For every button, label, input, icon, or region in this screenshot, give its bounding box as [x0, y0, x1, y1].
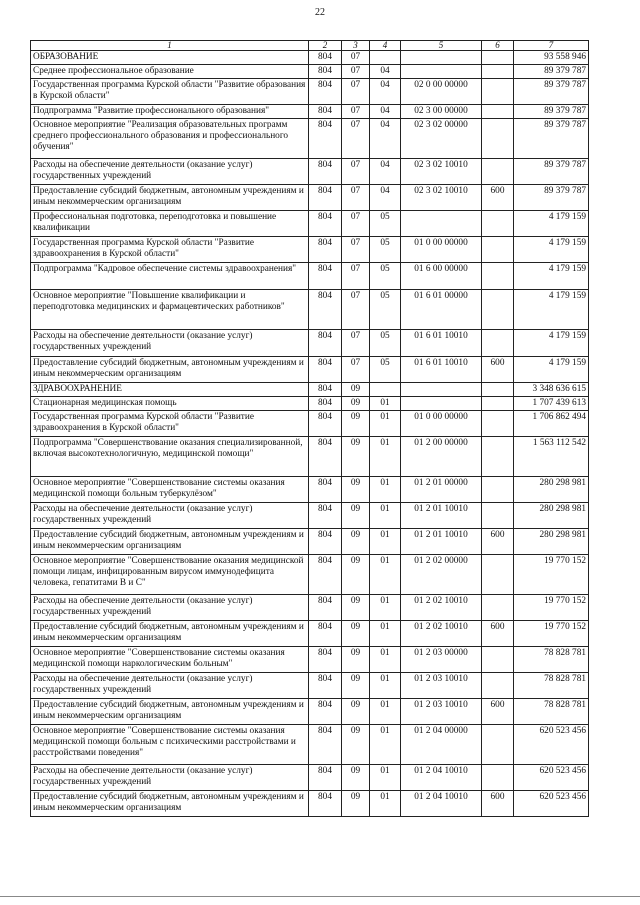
row-ministry-code: 804: [309, 290, 342, 330]
row-section-code: 09: [342, 673, 370, 699]
row-amount: 4 179 159: [514, 330, 589, 357]
table-row: [31, 555, 589, 595]
row-section-code: 07: [342, 185, 370, 211]
row-ministry-code: 804: [309, 397, 342, 411]
row-amount: 89 379 787: [514, 79, 589, 105]
table-row: [31, 437, 589, 477]
row-expense-type: [482, 119, 514, 159]
page-number: 22: [315, 7, 325, 18]
row-section-code: 09: [342, 555, 370, 595]
row-subsection-code: 04: [370, 79, 401, 105]
row-expense-type: 600: [482, 357, 514, 383]
row-expense-type: [482, 159, 514, 185]
row-ministry-code: 804: [309, 503, 342, 529]
row-target-article: [401, 211, 482, 237]
row-subsection-code: 04: [370, 105, 401, 119]
row-target-article: 01 6 01 00000: [401, 290, 482, 330]
row-subsection-code: 01: [370, 621, 401, 647]
row-ministry-code: 804: [309, 263, 342, 290]
row-ministry-code: 804: [309, 411, 342, 437]
row-subsection-code: 01: [370, 725, 401, 765]
row-section-code: 07: [342, 79, 370, 105]
row-section-code: 09: [342, 383, 370, 397]
row-subsection-code: 01: [370, 555, 401, 595]
row-subsection-code: [370, 51, 401, 65]
row-target-article: 01 2 02 00000: [401, 555, 482, 595]
row-ministry-code: 804: [309, 555, 342, 595]
row-target-article: 01 6 00 00000: [401, 263, 482, 290]
row-amount: 280 298 981: [514, 529, 589, 555]
row-section-code: 09: [342, 411, 370, 437]
row-amount: 4 179 159: [514, 290, 589, 330]
row-section-code: 07: [342, 105, 370, 119]
row-name: Предоставление субсидий бюджетным, автономным учреждениям и иным некоммерческим организациям: [31, 621, 309, 647]
row-subsection-code: 04: [370, 159, 401, 185]
row-section-code: 09: [342, 647, 370, 673]
row-expense-type: 600: [482, 529, 514, 555]
row-ministry-code: 804: [309, 159, 342, 185]
row-name: ОБРАЗОВАНИЕ: [31, 51, 309, 65]
row-amount: 4 179 159: [514, 211, 589, 237]
row-ministry-code: 804: [309, 673, 342, 699]
row-amount: 4 179 159: [514, 237, 589, 263]
row-ministry-code: 804: [309, 211, 342, 237]
row-expense-type: 600: [482, 185, 514, 211]
row-target-article: 01 2 01 00000: [401, 477, 482, 503]
table-row: [31, 503, 589, 529]
row-name: Предоставление субсидий бюджетным, автономным учреждениям и иным некоммерческим организациям: [31, 791, 309, 817]
row-ministry-code: 804: [309, 105, 342, 119]
row-ministry-code: 804: [309, 185, 342, 211]
table-row: [31, 51, 589, 65]
row-subsection-code: 01: [370, 397, 401, 411]
row-subsection-code: 01: [370, 765, 401, 791]
row-name: ЗДРАВООХРАНЕНИЕ: [31, 383, 309, 397]
row-ministry-code: 804: [309, 529, 342, 555]
row-name: Расходы на обеспечение деятельности (оказание услуг) государственных учреждений: [31, 330, 309, 357]
row-ministry-code: 804: [309, 383, 342, 397]
row-target-article: [401, 51, 482, 65]
row-expense-type: [482, 105, 514, 119]
row-subsection-code: [370, 383, 401, 397]
row-amount: 19 770 152: [514, 595, 589, 621]
table-row: [31, 699, 589, 725]
table-row: [31, 529, 589, 555]
row-expense-type: 600: [482, 621, 514, 647]
header-col-2: 2: [309, 41, 342, 51]
row-expense-type: [482, 51, 514, 65]
table-row: [31, 159, 589, 185]
row-target-article: 02 0 00 00000: [401, 79, 482, 105]
row-ministry-code: 804: [309, 621, 342, 647]
table-row: [31, 647, 589, 673]
row-ministry-code: 804: [309, 79, 342, 105]
row-section-code: 09: [342, 397, 370, 411]
row-expense-type: 600: [482, 699, 514, 725]
row-expense-type: [482, 79, 514, 105]
table-row: [31, 477, 589, 503]
row-subsection-code: 01: [370, 673, 401, 699]
row-amount: 19 770 152: [514, 621, 589, 647]
row-target-article: [401, 65, 482, 79]
row-name: Основное мероприятие "Повышение квалификации и переподготовка медицинских и фармацевтических работников": [31, 290, 309, 330]
header-col-3: 3: [342, 41, 370, 51]
row-amount: 78 828 781: [514, 647, 589, 673]
row-target-article: 01 2 04 00000: [401, 725, 482, 765]
row-target-article: 01 2 00 00000: [401, 437, 482, 477]
row-target-article: 01 6 01 10010: [401, 357, 482, 383]
table-row: [31, 211, 589, 237]
row-name: Государственная программа Курской области "Развитие образования в Курской области": [31, 79, 309, 105]
row-name: Основное мероприятие "Совершенствование системы оказания медицинской помощи наркологическим больным": [31, 647, 309, 673]
row-section-code: 07: [342, 65, 370, 79]
row-target-article: 02 3 02 10010: [401, 185, 482, 211]
row-name: Подпрограмма "Развитие профессионального образования": [31, 105, 309, 119]
row-subsection-code: 05: [370, 237, 401, 263]
row-target-article: 01 2 03 10010: [401, 699, 482, 725]
row-name: Государственная программа Курской области "Развитие здравоохранения в Курской области": [31, 237, 309, 263]
row-target-article: 02 3 02 00000: [401, 119, 482, 159]
row-expense-type: [482, 383, 514, 397]
row-subsection-code: 05: [370, 290, 401, 330]
row-name: Расходы на обеспечение деятельности (оказание услуг) государственных учреждений: [31, 765, 309, 791]
row-section-code: 09: [342, 595, 370, 621]
page-bottom-divider: [0, 896, 640, 897]
row-name: Профессиональная подготовка, переподготовка и повышение квалификации: [31, 211, 309, 237]
header-col-1: 1: [31, 41, 309, 51]
row-target-article: 02 3 00 00000: [401, 105, 482, 119]
row-target-article: 01 2 01 10010: [401, 529, 482, 555]
row-name: Расходы на обеспечение деятельности (оказание услуг) государственных учреждений: [31, 503, 309, 529]
row-section-code: 07: [342, 211, 370, 237]
row-section-code: 09: [342, 699, 370, 725]
row-name: Государственная программа Курской области "Развитие здравоохранения в Курской области": [31, 411, 309, 437]
row-amount: 93 558 946: [514, 51, 589, 65]
row-subsection-code: 01: [370, 647, 401, 673]
row-target-article: 01 0 00 00000: [401, 237, 482, 263]
row-expense-type: [482, 237, 514, 263]
row-name: Среднее профессиональное образование: [31, 65, 309, 79]
row-ministry-code: 804: [309, 357, 342, 383]
row-section-code: 09: [342, 621, 370, 647]
row-amount: 19 770 152: [514, 555, 589, 595]
row-ministry-code: 804: [309, 237, 342, 263]
header-col-7: 7: [514, 41, 589, 51]
row-target-article: 01 0 00 00000: [401, 411, 482, 437]
row-subsection-code: 01: [370, 529, 401, 555]
row-target-article: 01 2 02 10010: [401, 621, 482, 647]
row-section-code: 07: [342, 357, 370, 383]
row-name: Подпрограмма "Совершенствование оказания специализированной, включая высокотехнологичную, медицинской помощи": [31, 437, 309, 477]
row-subsection-code: 01: [370, 595, 401, 621]
row-name: Расходы на обеспечение деятельности (оказание услуг) государственных учреждений: [31, 159, 309, 185]
row-amount: 1 563 112 542: [514, 437, 589, 477]
row-subsection-code: 05: [370, 263, 401, 290]
row-subsection-code: 05: [370, 211, 401, 237]
row-target-article: [401, 383, 482, 397]
budget-table: [30, 40, 589, 817]
row-target-article: 01 2 04 10010: [401, 791, 482, 817]
row-expense-type: [482, 211, 514, 237]
row-ministry-code: 804: [309, 119, 342, 159]
row-ministry-code: 804: [309, 791, 342, 817]
table-row: [31, 765, 589, 791]
row-section-code: 09: [342, 437, 370, 477]
table-row: [31, 725, 589, 765]
row-expense-type: [482, 595, 514, 621]
row-amount: 3 348 636 615: [514, 383, 589, 397]
row-target-article: 01 2 03 00000: [401, 647, 482, 673]
row-subsection-code: 01: [370, 411, 401, 437]
row-ministry-code: 804: [309, 725, 342, 765]
table-row: [31, 411, 589, 437]
row-expense-type: [482, 647, 514, 673]
row-amount: 78 828 781: [514, 699, 589, 725]
row-section-code: 07: [342, 330, 370, 357]
row-section-code: 07: [342, 159, 370, 185]
row-amount: 1 706 862 494: [514, 411, 589, 437]
row-name: Подпрограмма "Кадровое обеспечение системы здравоохранения": [31, 263, 309, 290]
row-name: Расходы на обеспечение деятельности (оказание услуг) государственных учреждений: [31, 595, 309, 621]
row-name: Предоставление субсидий бюджетным, автономным учреждениям и иным некоммерческим организациям: [31, 699, 309, 725]
row-ministry-code: 804: [309, 437, 342, 477]
row-amount: 89 379 787: [514, 105, 589, 119]
row-expense-type: [482, 65, 514, 79]
table-row: [31, 237, 589, 263]
row-name: Основное мероприятие "Совершенствование системы оказания медицинской помощи больным с психическими расстройствами и расстройствами поведения": [31, 725, 309, 765]
row-target-article: 01 2 02 10010: [401, 595, 482, 621]
row-section-code: 09: [342, 725, 370, 765]
row-expense-type: [482, 397, 514, 411]
row-amount: 1 707 439 613: [514, 397, 589, 411]
row-name: Расходы на обеспечение деятельности (оказание услуг) государственных учреждений: [31, 673, 309, 699]
row-subsection-code: 04: [370, 119, 401, 159]
row-subsection-code: 05: [370, 357, 401, 383]
table-row: [31, 397, 589, 411]
row-amount: 4 179 159: [514, 357, 589, 383]
row-section-code: 09: [342, 503, 370, 529]
row-name: Предоставление субсидий бюджетным, автономным учреждениям и иным некоммерческим организациям: [31, 185, 309, 211]
row-expense-type: [482, 263, 514, 290]
row-expense-type: [482, 503, 514, 529]
table-row: [31, 79, 589, 105]
table-row: [31, 290, 589, 330]
row-subsection-code: 01: [370, 791, 401, 817]
row-expense-type: [482, 437, 514, 477]
row-expense-type: [482, 725, 514, 765]
row-name: Предоставление субсидий бюджетным, автономным учреждениям и иным некоммерческим организациям: [31, 357, 309, 383]
row-section-code: 09: [342, 529, 370, 555]
row-amount: 620 523 456: [514, 725, 589, 765]
table-body: [31, 51, 589, 817]
row-ministry-code: 804: [309, 765, 342, 791]
row-expense-type: [482, 477, 514, 503]
row-name: Основное мероприятие "Реализация образовательных программ среднего профессионального образования и профессионального обучения": [31, 119, 309, 159]
row-section-code: 09: [342, 765, 370, 791]
row-section-code: 07: [342, 290, 370, 330]
row-section-code: 09: [342, 477, 370, 503]
table-row: [31, 105, 589, 119]
table-row: [31, 621, 589, 647]
table-row: [31, 595, 589, 621]
row-amount: 78 828 781: [514, 673, 589, 699]
row-amount: 89 379 787: [514, 185, 589, 211]
table-row: [31, 673, 589, 699]
row-expense-type: [482, 673, 514, 699]
row-amount: 280 298 981: [514, 503, 589, 529]
row-ministry-code: 804: [309, 699, 342, 725]
row-section-code: 07: [342, 263, 370, 290]
row-name: Стационарная медицинская помощь: [31, 397, 309, 411]
row-target-article: 01 2 04 10010: [401, 765, 482, 791]
row-section-code: 07: [342, 237, 370, 263]
row-section-code: 07: [342, 119, 370, 159]
row-target-article: 01 2 03 10010: [401, 673, 482, 699]
row-amount: 4 179 159: [514, 263, 589, 290]
row-amount: 280 298 981: [514, 477, 589, 503]
table-row: [31, 791, 589, 817]
row-expense-type: 600: [482, 791, 514, 817]
table-row: [31, 119, 589, 159]
row-ministry-code: 804: [309, 477, 342, 503]
row-subsection-code: 04: [370, 185, 401, 211]
row-target-article: 01 2 01 10010: [401, 503, 482, 529]
table-row: [31, 185, 589, 211]
row-expense-type: [482, 330, 514, 357]
table-row: [31, 383, 589, 397]
row-ministry-code: 804: [309, 65, 342, 79]
row-name: Предоставление субсидий бюджетным, автономным учреждениям и иным некоммерческим организациям: [31, 529, 309, 555]
row-expense-type: [482, 555, 514, 595]
row-subsection-code: 01: [370, 437, 401, 477]
row-subsection-code: 01: [370, 503, 401, 529]
header-col-5: 5: [401, 41, 482, 51]
row-expense-type: [482, 411, 514, 437]
header-col-6: 6: [482, 41, 514, 51]
row-expense-type: [482, 290, 514, 330]
row-ministry-code: 804: [309, 330, 342, 357]
row-section-code: 07: [342, 51, 370, 65]
row-name: Основное мероприятие "Совершенствование оказания медицинской помощи лицам, инфицированным вирусом иммунодефицита человека, гепатитами В и С": [31, 555, 309, 595]
row-target-article: 01 6 01 10010: [401, 330, 482, 357]
row-amount: 620 523 456: [514, 791, 589, 817]
table-row: [31, 357, 589, 383]
row-amount: 89 379 787: [514, 119, 589, 159]
table-row: [31, 263, 589, 290]
header-row: [31, 41, 589, 51]
row-subsection-code: 05: [370, 330, 401, 357]
table-row: [31, 65, 589, 79]
row-ministry-code: 804: [309, 595, 342, 621]
row-ministry-code: 804: [309, 51, 342, 65]
row-name: Основное мероприятие "Совершенствование системы оказания медицинской помощи больным туберкулёзом": [31, 477, 309, 503]
header-col-4: 4: [370, 41, 401, 51]
row-subsection-code: 04: [370, 65, 401, 79]
row-amount: 89 379 787: [514, 159, 589, 185]
row-amount: 89 379 787: [514, 65, 589, 79]
row-expense-type: [482, 765, 514, 791]
row-section-code: 09: [342, 791, 370, 817]
table-row: [31, 330, 589, 357]
row-ministry-code: 804: [309, 647, 342, 673]
row-subsection-code: 01: [370, 699, 401, 725]
row-subsection-code: 01: [370, 477, 401, 503]
row-target-article: [401, 397, 482, 411]
row-target-article: 02 3 02 10010: [401, 159, 482, 185]
row-amount: 620 523 456: [514, 765, 589, 791]
